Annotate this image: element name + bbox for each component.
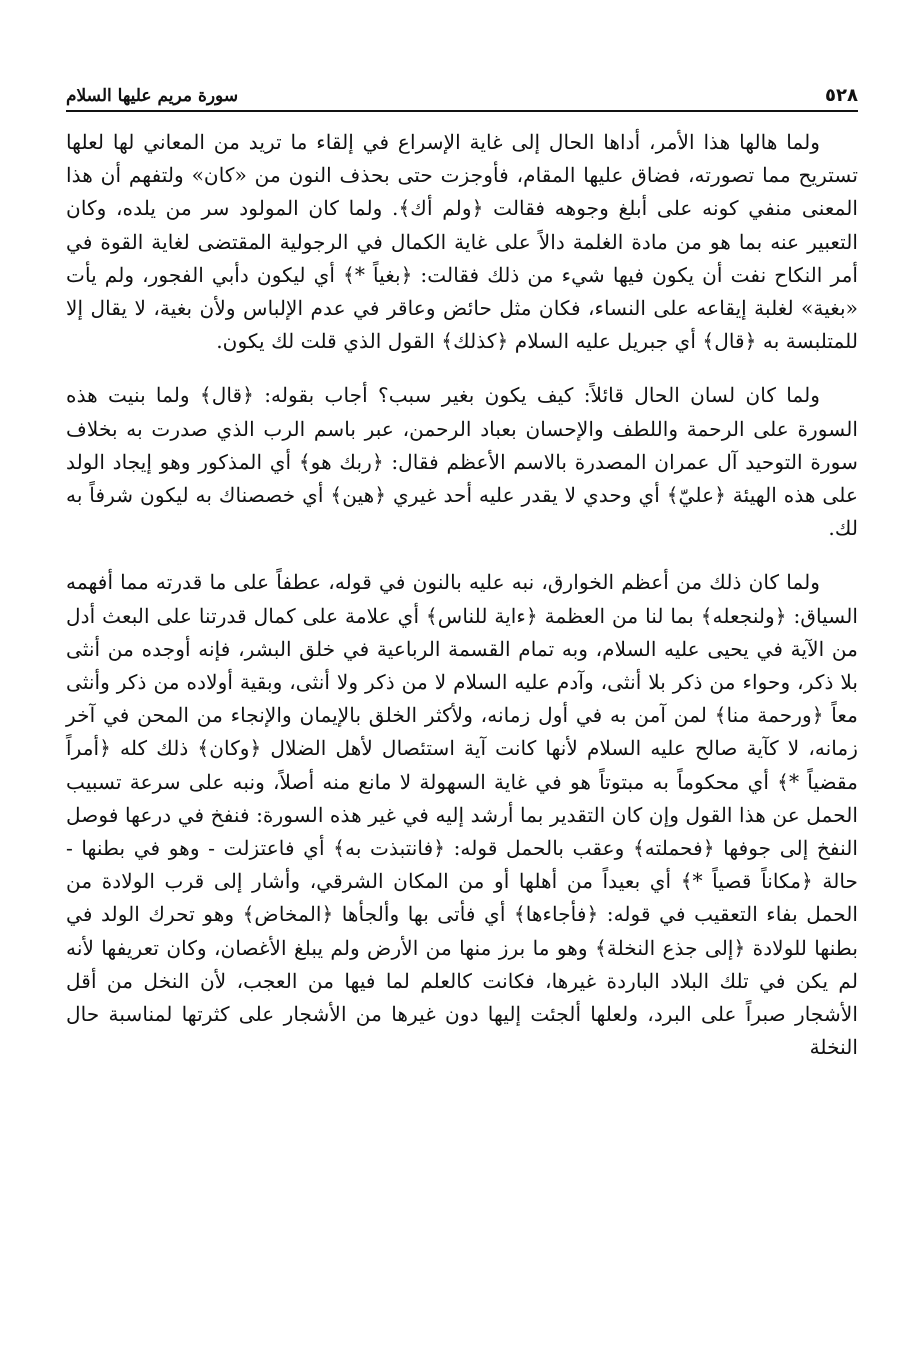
paragraph: ولما هالها هذا الأمر، أداها الحال إلى غاية الإسراع في إلقاء ما تريد من المعاني لها لعلها تستريح مما تصورته، فضاق عليها المقام، فأوجزت حتى بحذف النون من «كان» ولتفهم أن هذا المعنى منفي كونه على أبلغ وجوهه فقالت ﴿ولم أك﴾. ولما كان المولود سر من يلده، وكان التعبير عنه بما هو من مادة الغلمة دالاً على غاية الكمال في الرجولية المقتضى لغاية القوة في أمر النكاح نفت أن يكون فيها شيء من ذلك فقالت: ﴿بغياً *﴾ أي ليكون دأبي الفجور، ولم يأت «بغية» لغلبة إيقاعه على النساء، فكان مثل حائض وعاقر في عدم الإلباس ولأن بغية، لا يقال إلا للمتلبسة به ﴿قال﴾ أي جبريل عليه السلام ﴿كذلك﴾ القول الذي قلت لك يكون.: [66, 130, 858, 354]
page-number: ٥٢٨: [825, 85, 858, 106]
surah-title: سورة مريم عليها السلام: [66, 86, 239, 106]
paragraph: ولما كان ذلك من أعظم الخوارق، نبه عليه بالنون في قوله، عطفاً على ما قدرته مما أفهمه السياق: ﴿ولنجعله﴾ بما لنا من العظمة ﴿ءاية للناس﴾ أي علامة على كمال قدرتنا على البعث أدل من الآية في يحيى عليه السلام، وبه تمام القسمة الرباعية في خلق البشر، فإنه أوجده من أنثى بلا ذكر، وحواء من ذكر بلا أنثى، وآدم عليه السلام لا من ذكر ولا أنثى، وبقية أولاده من ذكر وأنثى معاً ﴿ورحمة منا﴾ لمن آمن به في أول زمانه، ولأكثر الخلق بالإيمان والإنجاء من المحن في آخر زمانه، لا كآية صالح عليه السلام لأنها كانت آية استئصال لأهل الضلال ﴿وكان﴾ ذلك كله ﴿أمراً مقضياً *﴾ أي محكوماً به مبتوتاً هو في غاية السهولة لا مانع منه أصلاً، ونبه على سرعة تسبيب الحمل عن هذا القول وإن كان التقدير بما أرشد إليه في غير هذه السورة: فنفخ في درعها فوصل النفخ إلى جوفها ﴿فحملته﴾ وعقب بالحمل قوله: ﴿فانتبذت به﴾ أي فاعتزلت - وهو في بطنها - حالة ﴿مكاناً قصياً *﴾ أي بعيداً من أهلها أو من المكان الشرقي، وأشار إلى قرب الولادة من الحمل بفاء التعقيب في قوله: ﴿فأجاءها﴾ أي فأتى بها وألجأها ﴿المخاض﴾ وهو تحرك الولد في بطنها للولادة ﴿إلى جذع النخلة﴾ وهو ما برز منها من الأرض ولم يبلغ الأغصان، وكان تعريفها لأنه لم يكن في تلك البلاد الباردة غيرها، فكانت كالعلم لما فيها من العجب، لأن النخل من أقل الأشجار صبراً على البرد، ولعلها ألجئت إليها دون غيرها من الأشجار على كثرتها لمناسبة حال النخلة: [66, 570, 858, 1060]
running-header: [66, 78, 858, 112]
paragraph: ولما كان لسان الحال قائلاً: كيف يكون بغير سبب؟ أجاب بقوله: ﴿قال﴾ ولما بنيت هذه السورة على الرحمة واللطف والإحسان بعباد الرحمن، عبر باسم الرب الذي صدرت به بخلاف سورة التوحيد آل عمران المصدرة بالاسم الأعظم فقال: ﴿ربك هو﴾ أي المذكور وهو إيجاد الولد على هذه الهيئة ﴿عليّ﴾ أي وحدي لا يقدر عليه أحد غيري ﴿هين﴾ أي خصصناك به ليكون شرفاً به لك.: [66, 383, 858, 541]
body-text: [66, 126, 858, 1064]
